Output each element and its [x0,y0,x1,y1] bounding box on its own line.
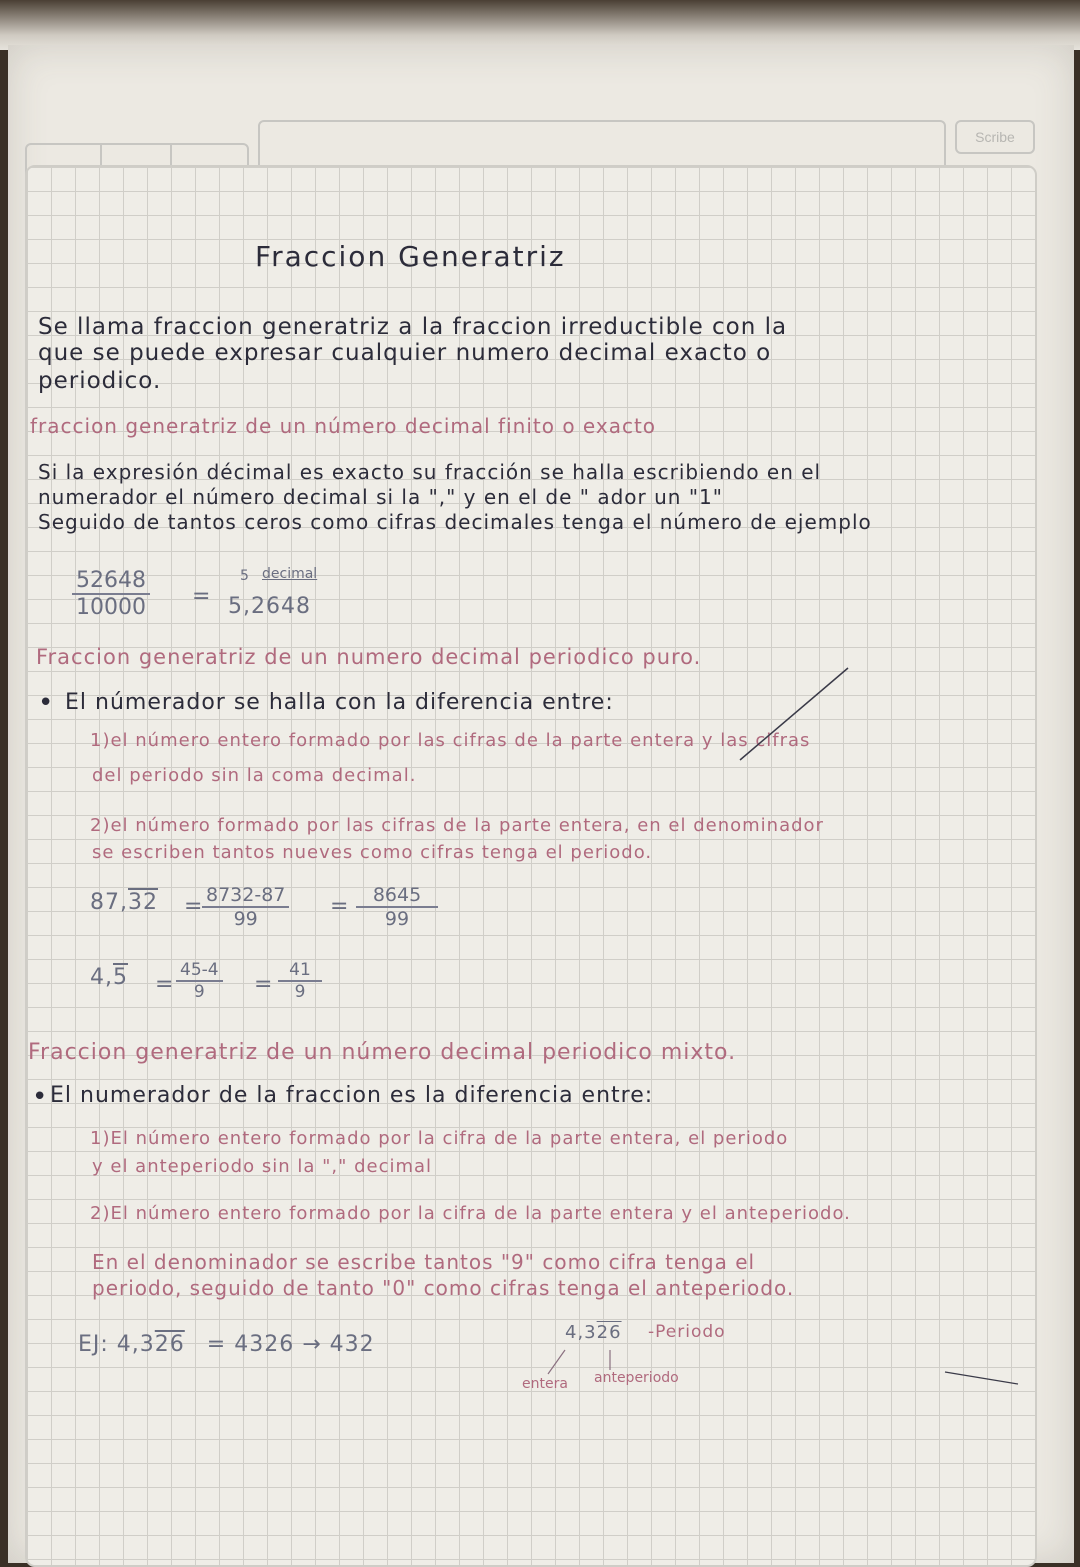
mixed-example-period: 26 [154,1332,185,1357]
example-exact-denominator: 10000 [76,595,146,620]
pure-ex2-num1: 45-4 [176,960,223,982]
pure-ex1-den2: 99 [384,908,410,930]
check-mark-stroke [740,668,848,760]
diagram-value-int: 4,3 [565,1322,597,1343]
pure-item-1-line-1: 1)el número entero formado por las cifras de la parte entera y las cifras [90,730,811,751]
mixed-item-1-line-1: 1)El número entero formado por la cifra de la parte entera, el periodo [90,1128,789,1149]
definition-line-1: Se llama fraccion generatriz a la fraccion irreductible con la [38,314,788,340]
pure-ex2-num2: 41 [278,960,322,982]
diagram-pointer-entera [548,1350,565,1374]
diagram-label-period: -Periodo [648,1322,726,1342]
section-pure-heading: Fraccion generatriz de un numero decimal periodico puro. [36,645,702,669]
section-exact-heading: fraccion generatriz de un número decimal finito o exacto [30,414,657,438]
pure-ex2-den1: 9 [193,982,205,1002]
definition-line-2: que se puede expresar cualquier numero decimal exacto o [38,340,772,366]
mixed-item-2-line-1: 2)El número entero formado por la cifra de la parte entera y el anteperiodo. [90,1203,851,1224]
margin-stroke [945,1372,1018,1384]
pure-ex1-eq2: = [330,894,350,919]
pure-ex2-period: 5 [113,965,128,990]
pure-ex2-int-part: 4, [90,965,113,990]
mixed-item-1-line-2: y el anteperiodo sin la "," decimal [92,1156,433,1177]
pure-ex1-int-part: 87, [90,890,128,915]
diagram-label-anteperiodo: anteperiodo [594,1370,679,1386]
section-pure-bullet: El númerador se halla con la diferencia entre: [65,690,614,715]
brand-logo: Scribe [955,120,1035,154]
page-title: Fraccion Generatriz [255,240,566,273]
example-exact-note-decimal: decimal [262,566,318,582]
pure-ex2-eq1: = [155,972,175,997]
example-exact-note-num: 5 [240,568,249,584]
example-exact-value: 5,2648 [228,594,311,619]
mixed-example-rest: = 4326 → 432 [206,1332,375,1357]
example-exact-equals: = [192,584,212,609]
bullet-dot: • [38,688,54,718]
diagram-value-period: 26 [596,1322,622,1343]
pure-item-2-line-2: se escriben tantos nueves como cifras tenga el periodo. [92,842,653,863]
pure-ex2-eq2: = [254,972,274,997]
pure-ex1-den1: 99 [233,908,258,930]
pure-ex1-num1: 8732-87 [202,884,289,908]
mixed-item-2-line-2: En el denominador se escribe tantos "9" como cifra tenga el [92,1250,756,1274]
pure-item-2-line-1: 2)el número formado por las cifras de la parte entera, en el denominador [90,815,824,836]
diagram-label-entera: entera [522,1376,568,1392]
example-exact-numerator: 52648 [72,568,150,595]
pure-item-1-line-2: del periodo sin la coma decimal. [92,765,417,786]
mixed-item-2-line-3: periodo, seguido de tanto "0" como cifras tenga el anteperiodo. [92,1276,795,1300]
section-mixed-heading: Fraccion generatriz de un número decimal periodico mixto. [28,1040,737,1065]
section-exact-line-1: Si la expresión décimal es exacto su fracción se halla escribiendo en el [38,460,822,484]
definition-line-3: periodico. [38,368,162,394]
section-exact-line-3: Seguido de tantos ceros como cifras decimales tenga el número de ejemplo [38,510,872,534]
pure-ex1-num2: 8645 [356,884,438,908]
bullet-dot-2: • [32,1082,48,1112]
pure-ex1-eq1: = [184,894,204,919]
section-mixed-bullet: El numerador de la fraccion es la diferencia entre: [50,1083,654,1108]
pure-ex2-den2: 9 [294,982,306,1002]
section-exact-line-2: numerador el número decimal si la "," y en el de " ador un "1" [38,485,723,509]
mixed-example-prefix: EJ: 4,3 [78,1332,155,1357]
pure-ex1-period: 32 [128,890,158,915]
